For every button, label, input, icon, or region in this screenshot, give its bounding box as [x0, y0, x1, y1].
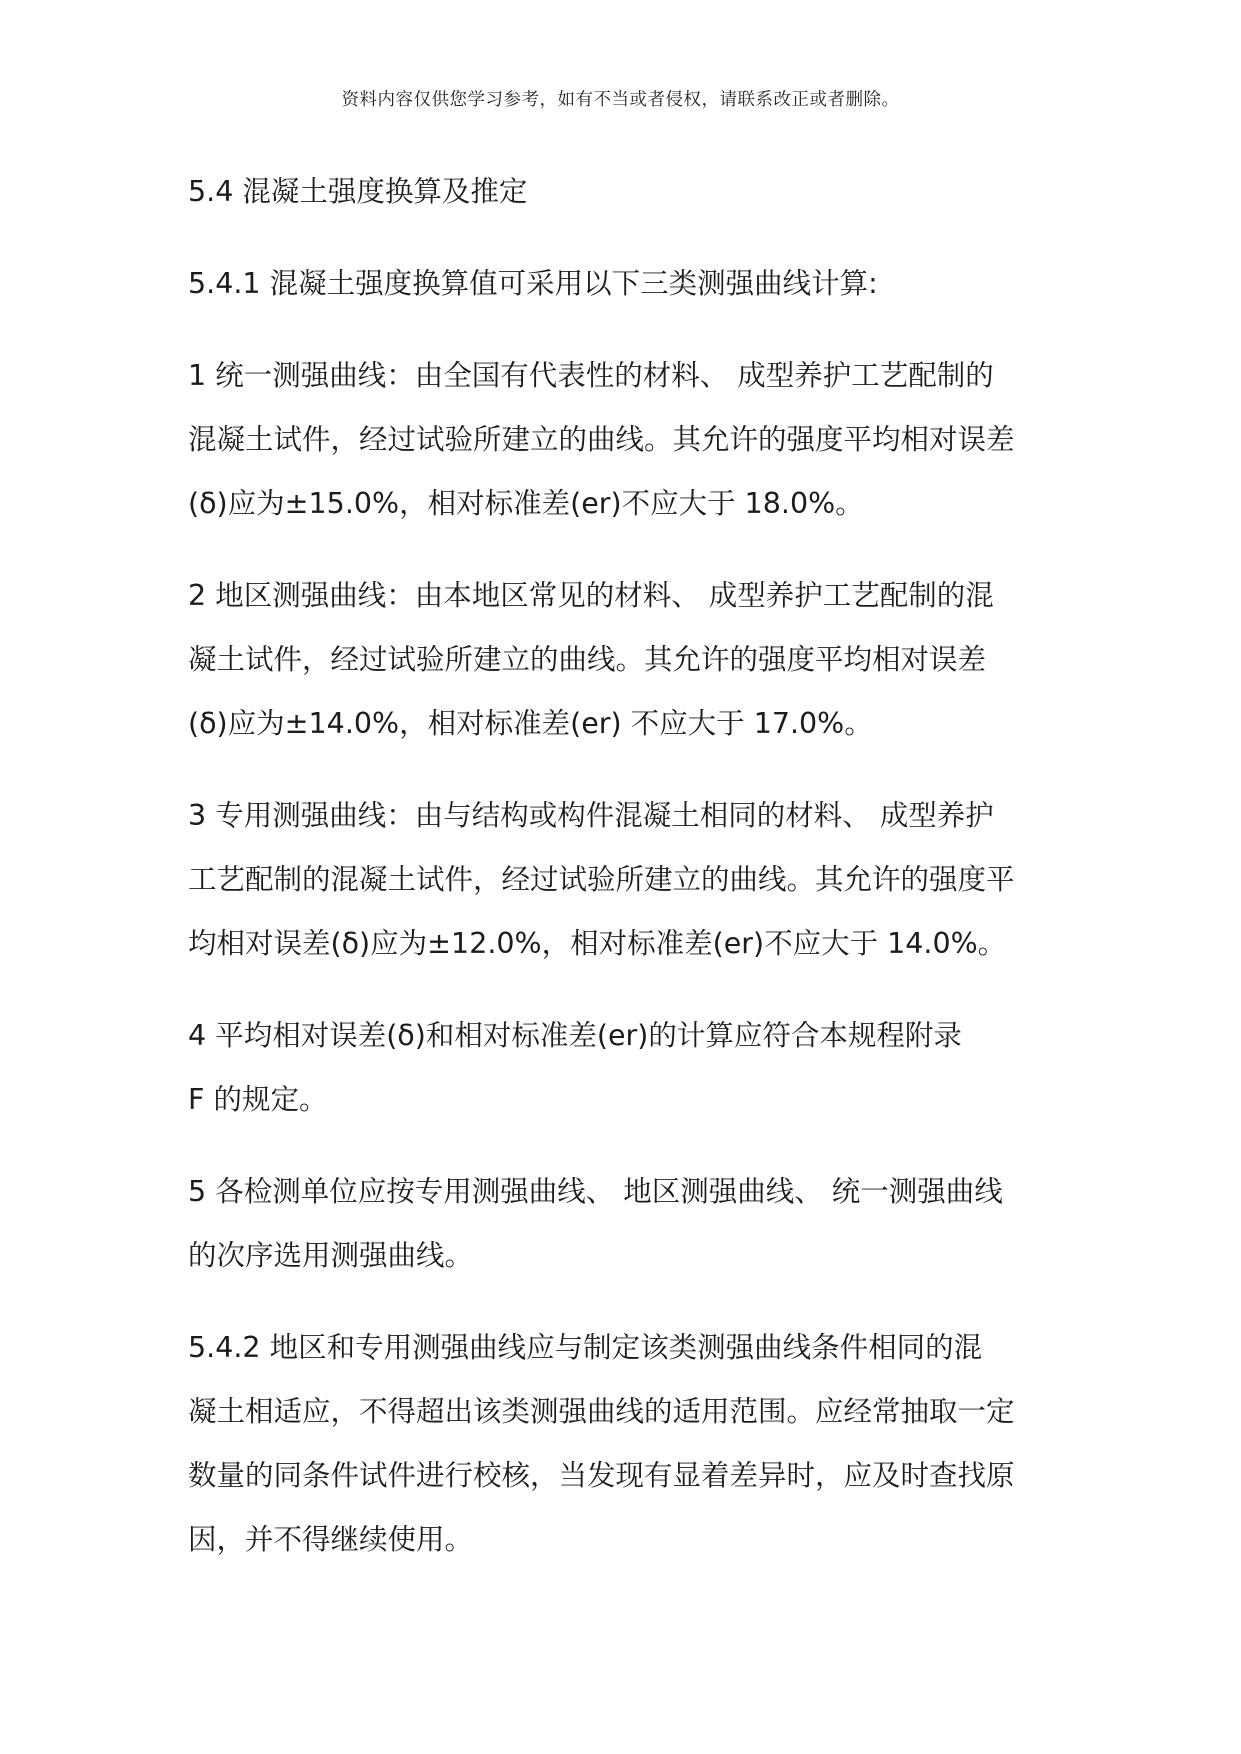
item-2-line: (δ)应为±14.0%，相对标准差(er) 不应大于 17.0%。 [188, 707, 873, 740]
item-3-line: 工艺配制的混凝土试件，经过试验所建立的曲线。其允许的强度平 [188, 863, 1015, 896]
item-1-line: (δ)应为±15.0%，相对标准差(er)不应大于 18.0%。 [188, 487, 864, 520]
item-4-paragraph [188, 1004, 1078, 1132]
item-1-paragraph [188, 344, 1078, 536]
item-5-line: 5 各检测单位应按专用测强曲线、 地区测强曲线、 统一测强曲线 [188, 1175, 1003, 1208]
clause-5-4-2-paragraph [188, 1316, 1078, 1572]
clause-5-4-2-line: 因，并不得继续使用。 [188, 1523, 474, 1556]
clause-5-4-1: 5.4.1 混凝土强度换算值可采用以下三类测强曲线计算: [188, 267, 878, 300]
item-3-paragraph [188, 784, 1078, 976]
item-5-line: 的次序选用测强曲线。 [188, 1239, 474, 1272]
item-3-line: 均相对误差(δ)应为±12.0%，相对标准差(er)不应大于 14.0%。 [188, 927, 1007, 960]
item-5-paragraph [188, 1160, 1078, 1288]
item-1-line: 1 统一测强曲线：由全国有代表性的材料、 成型养护工艺配制的 [188, 359, 994, 392]
disclaimer-header: 资料内容仅供您学习参考，如有不当或者侵权，请联系改正或者删除。 [341, 90, 900, 110]
clause-5-4-2-line: 5.4.2 地区和专用测强曲线应与制定该类测强曲线条件相同的混 [188, 1331, 983, 1364]
section-title: 5.4 混凝土强度换算及推定 [188, 175, 528, 208]
item-4-line: F 的规定。 [188, 1083, 328, 1116]
document-body [188, 160, 1078, 1572]
item-3-line: 3 专用测强曲线：由与结构或构件混凝土相同的材料、 成型养护 [188, 799, 994, 832]
clause-5-4-2-line: 凝土相适应，不得超出该类测强曲线的适用范围。应经常抽取一定 [188, 1395, 1015, 1428]
item-2-line: 2 地区测强曲线：由本地区常见的材料、 成型养护工艺配制的混 [188, 579, 994, 612]
item-2-line: 凝土试件，经过试验所建立的曲线。其允许的强度平均相对误差 [188, 643, 987, 676]
clause-5-4-2-line: 数量的同条件试件进行校核，当发现有显着差异时，应及时查找原 [188, 1459, 1015, 1492]
item-1-line: 混凝土试件，经过试验所建立的曲线。其允许的强度平均相对误差 [188, 423, 1015, 456]
item-4-line: 4 平均相对误差(δ)和相对标准差(er)的计算应符合本规程附录 [188, 1019, 962, 1052]
item-2-paragraph [188, 564, 1078, 756]
